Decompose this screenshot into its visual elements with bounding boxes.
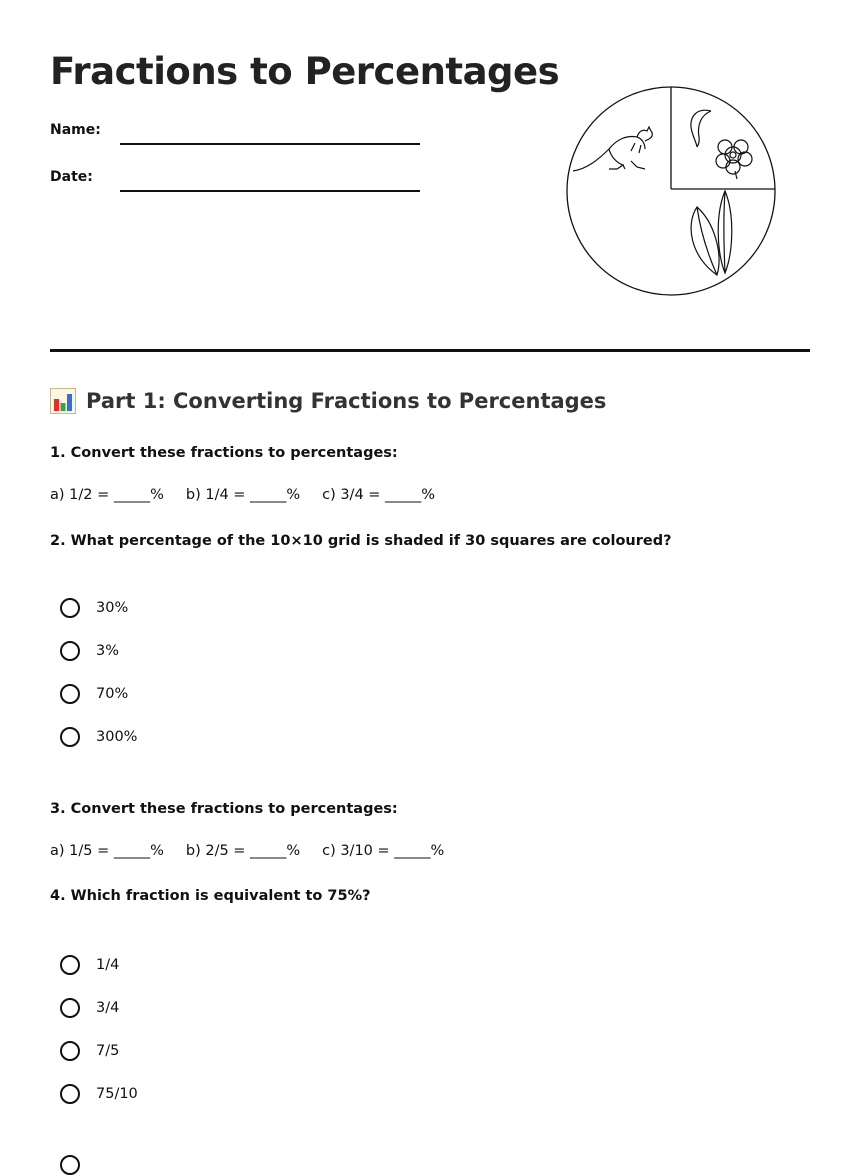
fill-blank-item[interactable]: b) 2/5 = _____% [185,843,301,859]
fill-blank-item[interactable]: a) 1/2 = _____% [50,487,164,503]
option-label: 70% [96,686,129,702]
question-4-option[interactable] [60,1084,138,1104]
option-label: 3% [96,643,120,659]
question-2: 2. What percentage of the 10×10 grid is shaded if 30 squares are coloured? [50,533,672,549]
radio-button[interactable] [60,641,80,661]
radio-button[interactable] [60,998,80,1018]
question-2-option[interactable] [60,598,128,618]
bar-chart-icon [50,388,76,414]
question-2-option[interactable] [60,727,137,747]
fill-blank-item[interactable]: b) 1/4 = _____% [185,487,301,503]
question-4-option[interactable] [60,998,119,1018]
fill-blank-item[interactable]: c) 3/4 = _____% [322,487,436,503]
question-4: 4. Which fraction is equivalent to 75%? [50,888,371,904]
part1-heading [50,388,606,414]
question-1: 1. Convert these fractions to percentages: [50,445,398,461]
radio-button[interactable] [60,727,80,747]
option-label: 1/4 [96,957,120,973]
option-label: 3/4 [96,1000,120,1016]
section-divider [50,349,810,352]
radio-button[interactable] [60,1084,80,1104]
name-label: Name: [50,122,101,138]
question-2-option[interactable] [60,684,128,704]
question-4-option[interactable] [60,1041,119,1061]
radio-button[interactable] [60,1155,80,1175]
question-2-option[interactable] [60,641,119,661]
question-1-answers [50,487,435,503]
pie-illustration [565,85,777,297]
radio-button[interactable] [60,1041,80,1061]
part1-heading-text: Part 1: Converting Fractions to Percentages [86,389,607,413]
option-label: 30% [96,600,129,616]
radio-button[interactable] [60,684,80,704]
page-title: Fractions to Percentages [50,50,560,93]
fill-blank-item[interactable]: a) 1/5 = _____% [50,843,164,859]
name-field[interactable] [120,143,420,145]
question-3: 3. Convert these fractions to percentages: [50,801,398,817]
option-label: 300% [96,729,138,745]
fill-blank-item[interactable]: c) 3/10 = _____% [322,843,445,859]
date-field[interactable] [120,190,420,192]
radio-button[interactable] [60,955,80,975]
radio-button[interactable] [60,598,80,618]
question-3-answers [50,843,444,859]
option-label: 75/10 [96,1086,138,1102]
date-label: Date: [50,169,93,185]
option-label: 7/5 [96,1043,120,1059]
question-4-option[interactable] [60,955,119,975]
